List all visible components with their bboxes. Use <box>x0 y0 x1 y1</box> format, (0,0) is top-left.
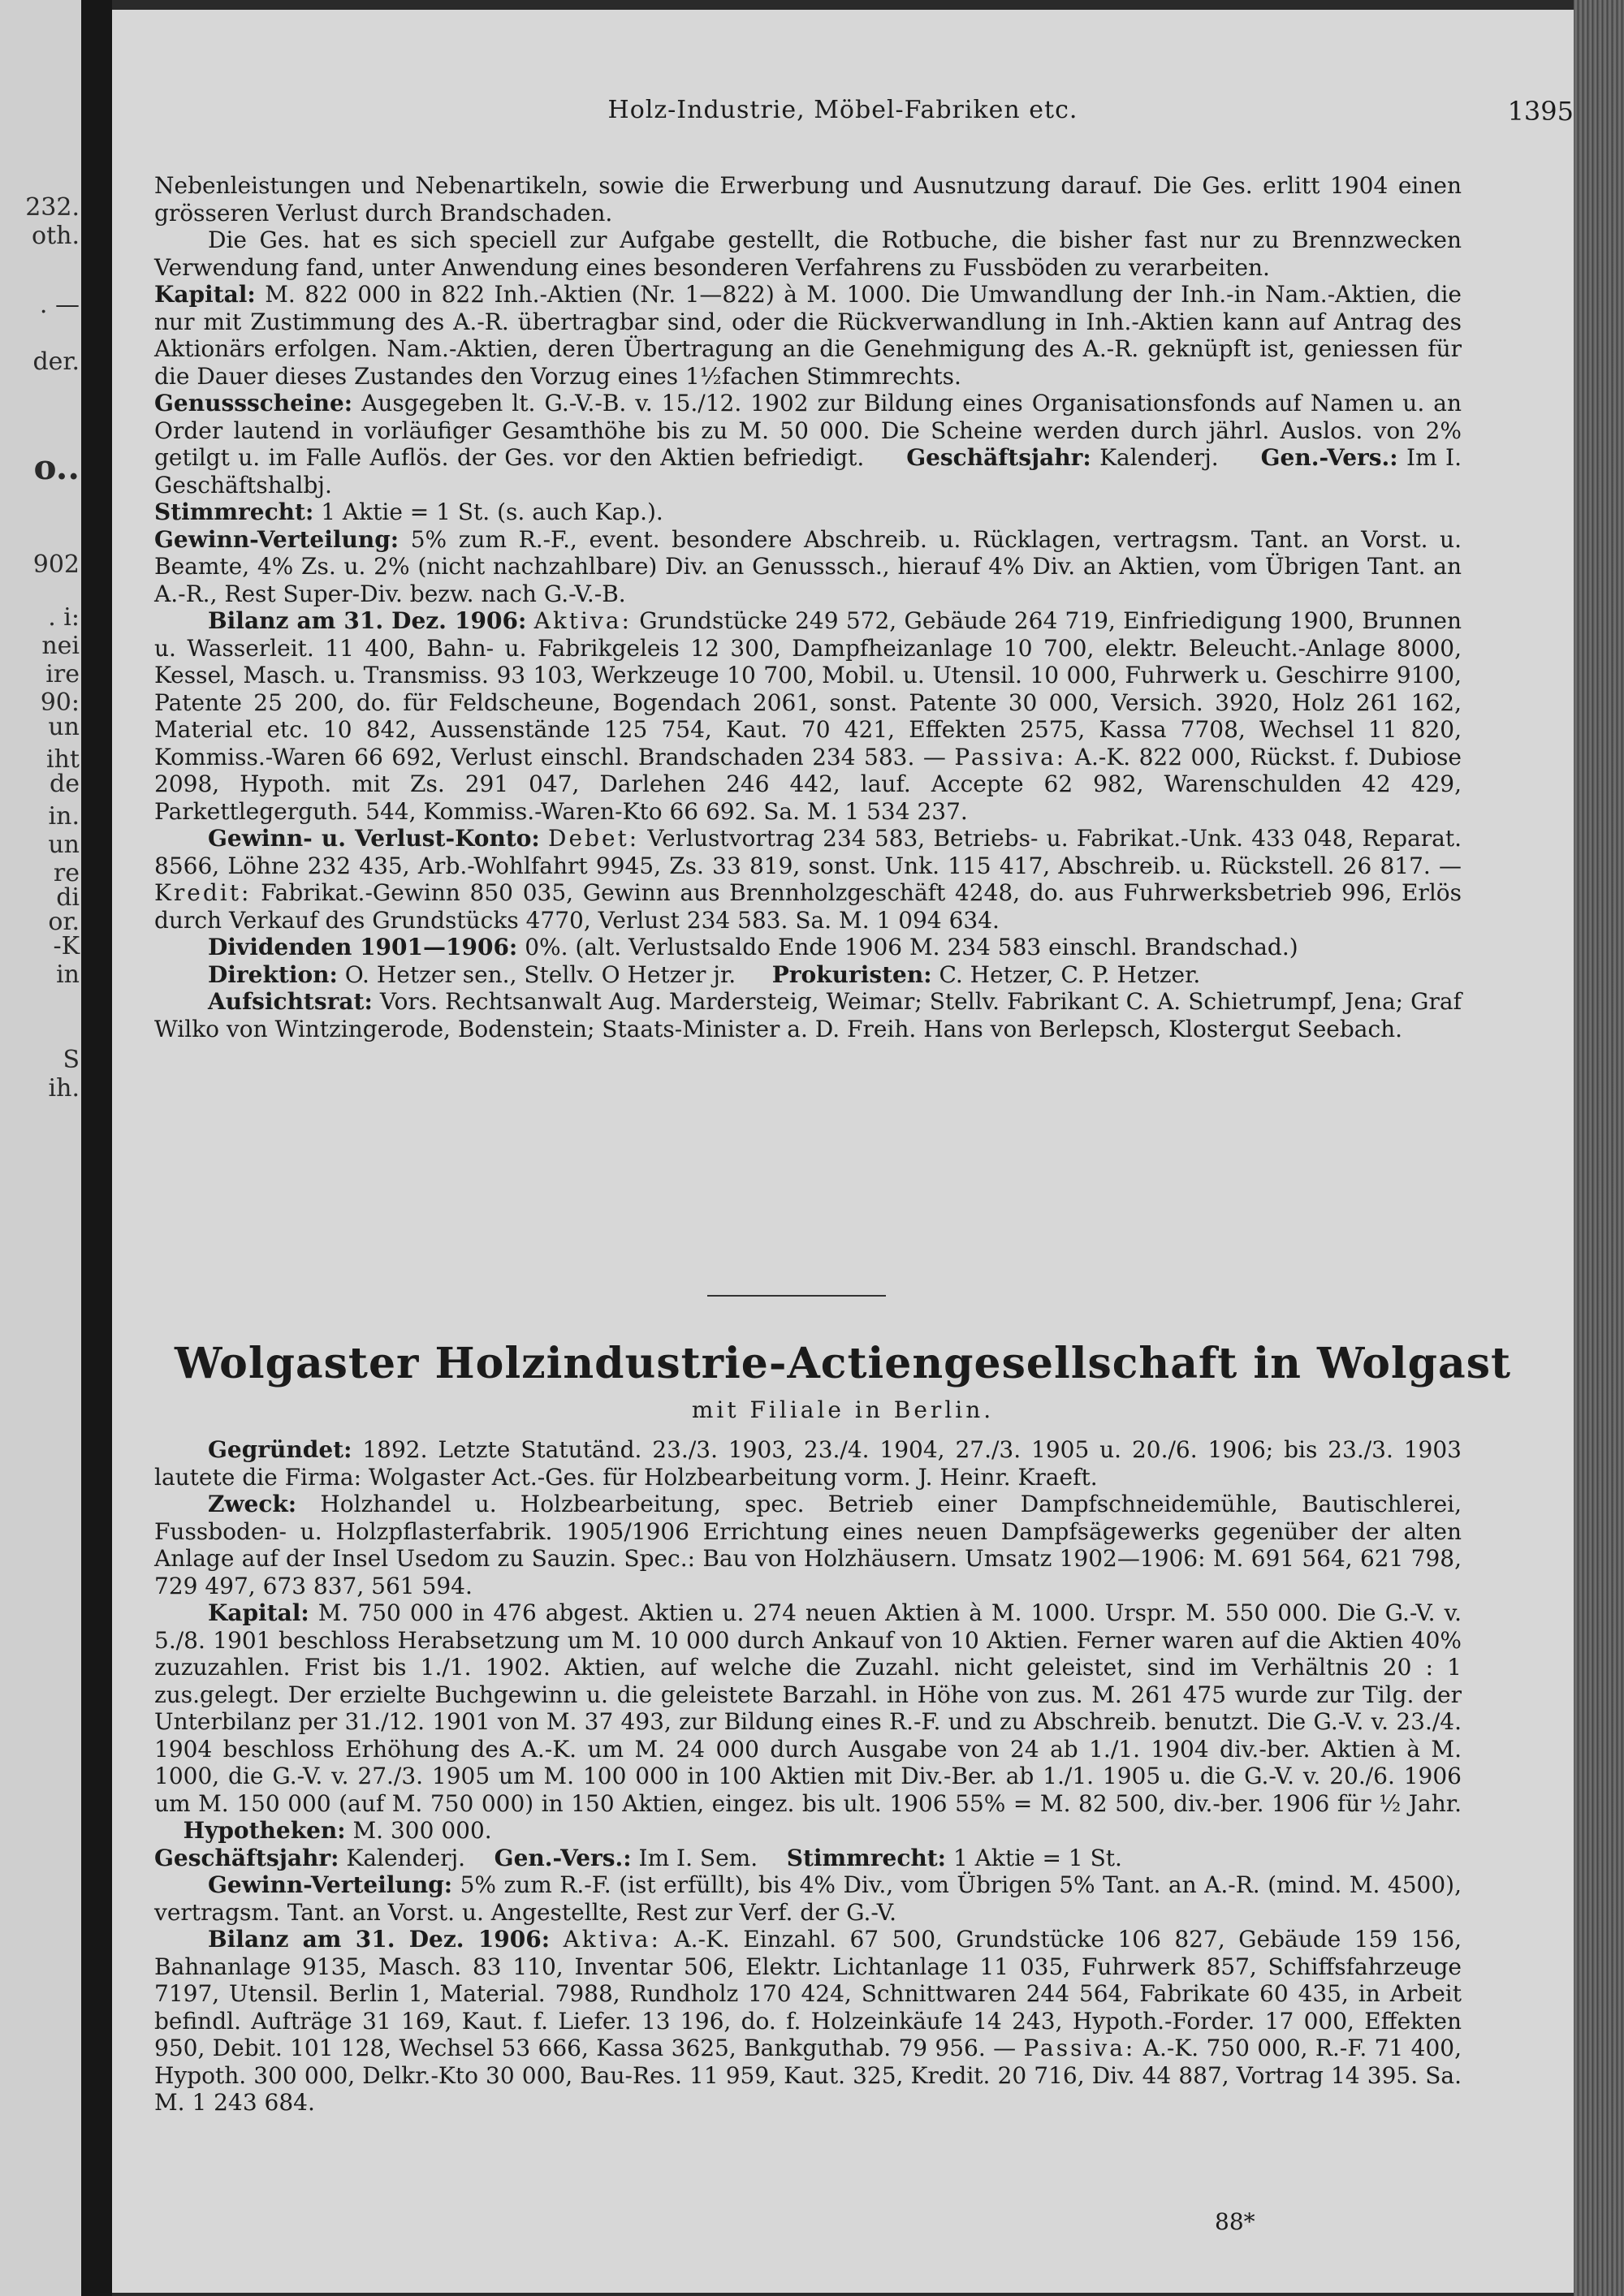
genvers-label: Gen.-Vers.: <box>1260 444 1398 471</box>
gewinn-verteilung-label: Gewinn-Verteilung: <box>154 525 400 553</box>
company-subtitle: mit Filiale in Berlin. <box>691 1396 995 1423</box>
direktion-text: O. Hetzer sen., Stellv. O Hetzer jr. <box>344 960 736 988</box>
genussscheine-paragraph <box>154 390 1462 498</box>
section-hetzer-entry <box>154 172 1462 1042</box>
bilanz2-aktiva-text: A.-K. Einzahl. 67 500, Grundstücke 106 827, Gebäude 159 156, Bahnanlage 9135, Masch. 83 110, Inventar 506, Elektr. Lichtanlage 11 035, Fuhrwerk 857, Schiffsfahrzeuge 7197, Utensil. Berlin 1, Material. 7988, Rundholz 170 424, Schnittwaren 244 564, Fabrikate 60 435, in Arbeit befindl. Aufträge 31 169, Kaut. f. Liefer. 13 196, do. f. Holzeinkäufe 14 243, Hypoth.-Forder. 17 000, Effekten 950, Debit. 101 128, Wechsel 53 666, Kassa 3625, Bankguthab. 79 956. — <box>154 1926 1462 2061</box>
stimmrecht-text: 1 Aktie = 1 St. (s. auch Kap.). <box>321 498 663 525</box>
stimmrecht-label: Stimmrecht: <box>154 498 314 525</box>
kapital2-paragraph <box>154 1599 1462 1845</box>
left-page-fragment: 90: <box>40 688 80 717</box>
gegruendet-label: Gegründet: <box>208 1436 352 1463</box>
guv-debet-text: Verlustvortrag 234 583, Betriebs- u. Fabrikat.-Unk. 433 048, Reparat. 8566, Löhne 232 435, Arb.-Wohlfahrt 9945, Zs. 33 819, sonst. Unk. 115 417, Abschreib. u. Rückstell. 26 817. — <box>154 825 1462 879</box>
gewinn-verteilung-paragraph <box>154 526 1462 608</box>
genvers2-text: Im I. Sem. <box>638 1844 758 1871</box>
page-stack-edge <box>1574 0 1624 2296</box>
bilanz2-aktiva-label: Aktiva: <box>563 1926 661 1953</box>
intro-paragraph: Nebenleistungen und Nebenartikeln, sowie die Erwerbung und Ausnutzung darauf. Die Ges. erlitt 1904 einen grösseren Verlust durch Brandschaden. <box>154 172 1462 227</box>
bilanz-paragraph <box>154 607 1462 825</box>
left-page-fragment: iht <box>46 745 80 774</box>
bilanz-aktiva-label: Aktiva: <box>533 607 632 634</box>
geschaeftsjahr2-text: Kalenderj. <box>346 1844 466 1871</box>
guv-kredit-label: Kredit: <box>154 879 252 906</box>
aufsichtsrat-paragraph <box>154 988 1462 1042</box>
geschaeftsjahr2-label: Geschäftsjahr: <box>154 1844 339 1871</box>
kapital-text: M. 822 000 in 822 Inh.-Aktien (Nr. 1—822) à M. 1000. Die Umwandlung der Inh.-in Nam.-Aktien, die nur mit Zustimmung des A.-R. übertragbar sind, oder die Rückverwandlung in Inh.-Aktien kann auf Antrag des Aktionärs erfolgen. Nam.-Aktien, deren Übertragung an die Genehmigung des A.-R. geknüpft ist, geniessen für die Dauer dieses Zustandes den Vorzug eines 1½fachen Stimmrechts. <box>154 281 1462 390</box>
bilanz-passiva-label: Passiva: <box>954 743 1067 770</box>
direktion-label: Direktion: <box>208 960 338 988</box>
stimmrecht-paragraph <box>154 498 1462 526</box>
guv-debet-label: Debet: <box>548 825 640 852</box>
prokuristen-label: Prokuristen: <box>771 960 932 988</box>
kapital2-text: M. 750 000 in 476 abgest. Aktien u. 274 neuen Aktien à M. 1000. Urspr. M. 550 000. Die G.-V. v. 5./8. 1901 beschloss Herabsetzung um M. 10 000 durch Ankauf von 10 Aktien. Ferner waren auf die Aktien 40% zuzuzahlen. Frist bis 1./1. 1902. Aktien, auf welche die Zuzahl. nicht geleistet, sind im Verhältnis 20 : 1 zus.gelegt. Der erzielte Buchgewinn u. die geleistete Barzahl. in Höhe von zus. M. 261 475 wurde zur Tilg. der Unterbilanz per 31./12. 1901 von M. 37 493, zur Bildung eines R.-F. und zu Abschreib. benutzt. Die G.-V. v. 23./4. 1904 beschloss Erhöhung des A.-K. um M. 24 000 durch Ausgabe von 24 ab 1./1. 1904 div.-ber. Aktien à M. 1000, die G.-V. v. 27./3. 1905 um M. 100 000 in 100 Aktien mit Div.-Ber. ab 1./1. 1905 u. die G.-V. v. 20./6. 1906 um M. 150 000 (auf M. 750 000) in 150 Aktien, eingez. bis ult. 1906 55% = M. 82 500, div.-ber. 1906 für ½ Jahr. <box>154 1599 1462 1817</box>
left-page-fragment: S <box>63 1046 80 1074</box>
left-page-fragment: in. <box>48 802 80 831</box>
prokuristen-text: C. Hetzer, C. P. Hetzer. <box>939 960 1201 988</box>
geschaeftsjahr-label: Geschäftsjahr: <box>906 444 1091 471</box>
kapital-label: Kapital: <box>154 281 256 308</box>
adjacent-left-page <box>0 0 81 2296</box>
guv-paragraph <box>154 825 1462 934</box>
bilanz-aktiva-text: Grundstücke 249 572, Gebäude 264 719, Einfriedigung 1900, Brunnen u. Wasserleit. 11 400, Bahn- u. Fabrikgeleis 12 300, Dampfheizanlage 10 700, elektr. Beleucht.-Anlage 8000, Kessel, Masch. u. Transmiss. 93 103, Werkzeuge 10 700, Mobil. u. Utensil. 10 000, Fuhrwerk u. Geschirre 9100, Patente 25 200, do. für Feldscheune, Bogendach 2061, sonst. Patente 30 000, Versich. 3920, Holz 261 162, Material etc. 10 842, Aussenstände 125 754, Kaut. 70 421, Effekten 2575, Kassa 7708, Wechsel 11 820, Kommiss.-Waren 66 692, Verlust einschl. Brandschaden 234 583. — <box>154 607 1462 770</box>
bilanz-passiva-text: A.-K. 822 000, Rückst. f. Dubiose 2098, Hypoth. mit Zs. 291 047, Darlehen 246 442, lauf. Accepte 62 982, Warenschulden 42 429, Parkettlegerguth. 544, Kommiss.-Waren-Kto 66 692. Sa. M. 1 534 237. <box>154 743 1462 825</box>
dividenden-paragraph <box>154 934 1462 961</box>
company-title: Wolgaster Holzindustrie-Actiengesellschaft in Wolgast <box>175 1339 1511 1388</box>
bilanz-label: Bilanz am 31. Dez. 1906: <box>208 607 527 634</box>
genvers2-label: Gen.-Vers.: <box>494 1844 632 1871</box>
signature-mark: 88* <box>1215 2208 1255 2235</box>
bilanz2-passiva-text: A.-K. 750 000, R.-F. 71 400, Hypoth. 300 000, Delkr.-Kto 30 000, Bau-Res. 11 959, Kaut. 325, Kredit. 20 716, Div. 44 887, Vortrag 14 395. Sa. M. 1 243 684. <box>154 2035 1462 2116</box>
left-page-fragment: . i: <box>48 603 80 632</box>
left-page-fragment: 232. <box>25 193 80 222</box>
genussscheine-text: Ausgegeben lt. G.-V.-B. v. 15./12. 1902 zur Bildung eines Organisationsfonds auf Namen u. an Order lautend in vorläufiger Gesamthöhe bis zu M. 50 000. Die Scheine werden durch jährl. Auslos. von 2% getilgt u. im Falle Auflös. der Ges. vor den Aktien befriedigt. <box>154 390 1462 471</box>
kapital-paragraph <box>154 281 1462 390</box>
left-page-fragment: or. <box>48 908 80 936</box>
dividenden-text: 0%. (alt. Verlustsaldo Ende 1906 M. 234 583 einschl. Brandschad.) <box>525 934 1298 960</box>
guv-kredit-text: Fabrikat.-Gewinn 850 035, Gewinn aus Brennholzgeschäft 4248, do. aus Fuhrwerksbetrieb 996, Erlös durch Verkauf des Grundstücks 4770, Verlust 234 583. Sa. M. 1 094 634. <box>154 879 1462 934</box>
left-page-fragment: 902 <box>32 550 80 579</box>
left-page-fragment: -K <box>53 932 80 960</box>
aufsichtsrat-text: Vors. Rechtsanwalt Aug. Mardersteig, Weimar; Stellv. Fabrikant C. A. Schietrumpf, Jena; Graf Wilko von Wintzingerode, Bodenstein; Staats-Minister a. D. Freih. Hans von Berlepsch, Klostergut Seebach. <box>154 988 1462 1042</box>
hypotheken-text: M. 300 000. <box>352 1817 492 1844</box>
bilanz2-paragraph <box>154 1926 1462 2117</box>
left-page-fragment: der. <box>32 347 80 376</box>
section-wolgaster-entry <box>154 1436 1462 2117</box>
left-page-fragment: ih. <box>48 1074 80 1103</box>
guv-label: Gewinn- u. Verlust-Konto: <box>208 825 540 852</box>
left-page-fragment: re <box>53 859 80 887</box>
bilanz2-passiva-label: Passiva: <box>1023 2035 1136 2061</box>
left-page-fragment: oth. <box>32 222 80 250</box>
gewinn2-text: 5% zum R.-F. (ist erfüllt), bis 4% Div., vom Übrigen 5% Tant. an A.-R. (mind. M. 4500), vertragsm. Tant. an Vorst. u. Angestellte, Rest zur Verf. der G.-V. <box>154 1871 1462 1926</box>
zweck-label: Zweck: <box>208 1491 297 1517</box>
left-page-fragment: o.. <box>33 447 80 487</box>
left-page-fragment: un <box>48 713 80 741</box>
hypotheken-label: Hypotheken: <box>183 1817 346 1844</box>
geschaeftsjahr-text: Kalenderj. <box>1099 444 1219 471</box>
left-page-fragment: nei <box>41 632 80 660</box>
left-page-fragment: in <box>56 960 80 989</box>
genvers-text: Im I. Geschäftshalbj. <box>154 444 1462 498</box>
aufsichtsrat-label: Aufsichtsrat: <box>208 988 373 1015</box>
left-page-fragment: un <box>48 831 80 859</box>
genussscheine-label: Genussscheine: <box>154 390 353 416</box>
left-page-fragment: ire <box>45 660 80 688</box>
zweck-paragraph <box>154 1491 1462 1599</box>
dividenden-label: Dividenden 1901—1906: <box>208 934 518 960</box>
book-page <box>112 10 1574 2293</box>
gegruendet-paragraph <box>154 1436 1462 1491</box>
stimmrecht2-label: Stimmrecht: <box>786 1844 947 1871</box>
direktion-paragraph <box>154 961 1462 989</box>
left-page-fragment: de <box>50 770 80 798</box>
gegruendet-text: 1892. Letzte Statutänd. 23./3. 1903, 23./4. 1904, 27./3. 1905 u. 20./6. 1906; bis 23./3. 1903 lautete die Firma: Wolgaster Act.-Ges. für Holzbearbeitung vorm. J. Heinr. Kraeft. <box>154 1436 1462 1491</box>
left-page-fragment: . — <box>39 291 80 319</box>
page-number: 1395 <box>1507 96 1574 127</box>
running-header-title: Holz-Industrie, Möbel-Fabriken etc. <box>607 96 1078 124</box>
kapital2-label: Kapital: <box>208 1599 309 1626</box>
stimmrecht2-text: 1 Aktie = 1 St. <box>952 1844 1122 1871</box>
running-header <box>112 96 1574 132</box>
intro-paragraph-2: Die Ges. hat es sich speciell zur Aufgabe gestellt, die Rotbuche, die bisher fast nur zu Brennzwecken Verwendung fand, unter Anwendung eines besonderen Verfahrens zu Fussböden zu verarbeiten. <box>154 227 1462 281</box>
geschaeftsjahr2-paragraph <box>154 1845 1462 1872</box>
book-gutter <box>81 0 112 2296</box>
section-divider <box>707 1295 886 1297</box>
left-page-fragment: di <box>56 883 80 912</box>
gewinn2-paragraph <box>154 1871 1462 1926</box>
gewinn-verteilung-text: 5% zum R.-F., event. besondere Abschreib. u. Rücklagen, vertragsm. Tant. an Vorst. u. Beamte, 4% Zs. u. 2% (nicht nachzahlbare) Div. an Genusssch., hierauf 4% Div. an Aktien, vom Übrigen Tant. an A.-R., Rest Super-Div. bezw. nach G.-V.-B. <box>154 525 1462 607</box>
zweck-text: Holzhandel u. Holzbearbeitung, spec. Betrieb einer Dampfschneidemühle, Bautischlerei, Fussboden- u. Holzpflasterfabrik. 1905/1906 Errichtung eines neuen Dampfsägewerks gegenüber der alten Anlage auf der Insel Usedom zu Sauzin. Spec.: Bau von Holzhäusern. Umsatz 1902—1906: M. 691 564, 621 798, 729 497, 673 837, 561 594. <box>154 1491 1462 1599</box>
gewinn2-label: Gewinn-Verteilung: <box>208 1871 453 1898</box>
bilanz2-label: Bilanz am 31. Dez. 1906: <box>208 1926 551 1953</box>
